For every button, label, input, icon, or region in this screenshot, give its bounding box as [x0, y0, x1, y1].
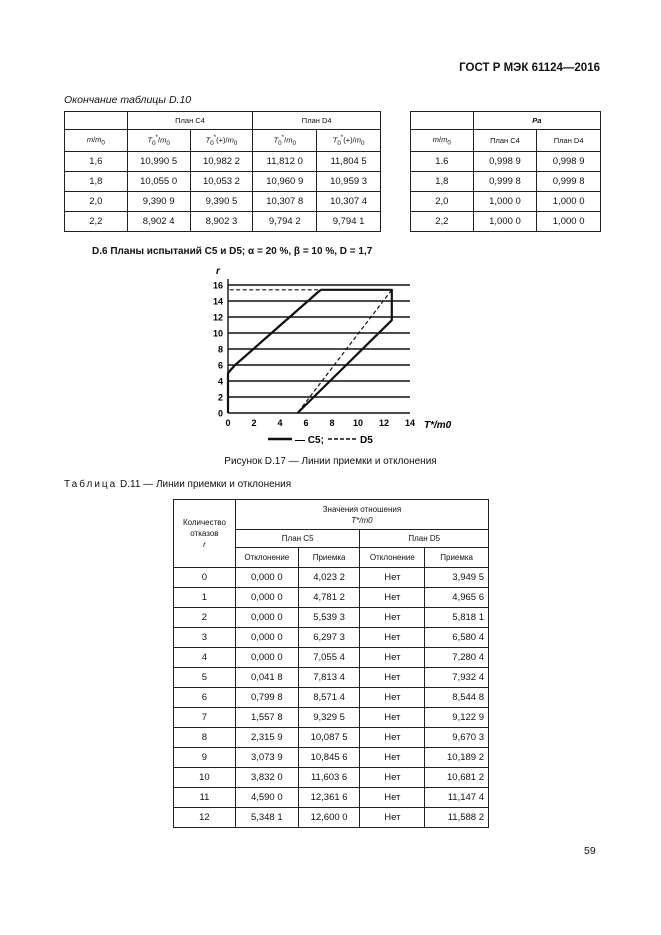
x-tick-labels — [225, 418, 415, 428]
legend-label-d5: D5 — [360, 435, 373, 446]
x-tick-label: 8 — [329, 418, 335, 428]
table-cell: 10,307 4 — [317, 192, 381, 212]
table-cell: 1,000 0 — [473, 192, 537, 212]
table-row — [174, 668, 489, 688]
table-cell: 10,960 9 — [253, 172, 317, 192]
y-tick-label: 4 — [217, 376, 223, 387]
table-d11-values-header: Значения отношения T*/m0 — [235, 500, 488, 530]
table-cell: 9,670 3 — [425, 728, 489, 748]
table-cell: 4 — [174, 648, 236, 668]
table-row — [174, 608, 489, 628]
x-tick-label: 14 — [404, 418, 416, 428]
table-row — [174, 568, 489, 588]
table-d10-right — [410, 111, 601, 232]
figure-d17-chart — [200, 264, 460, 450]
table-cell: 6,580 4 — [425, 628, 489, 648]
page-number: 59 — [584, 845, 596, 857]
table-cell: Нет — [360, 708, 425, 728]
table-cell: 0,999 8 — [473, 172, 537, 192]
x-tick-label: 10 — [352, 418, 364, 428]
column-header: План C4 — [473, 130, 537, 152]
column-header: $T_0^*/m_0$ — [253, 130, 317, 152]
table-cell: 1,8 — [65, 172, 128, 192]
table-cell: 0,000 0 — [235, 648, 298, 668]
table-cell: Нет — [360, 788, 425, 808]
table-cell: 11,812 0 — [253, 152, 317, 172]
table-cell: 9 — [174, 748, 236, 768]
table-d10-group-d4: План D4 — [253, 112, 381, 130]
table-cell: 7,932 4 — [425, 668, 489, 688]
x-axis-label: T*/m0 — [424, 420, 452, 431]
table-cell: 6 — [174, 688, 236, 708]
table-row — [65, 172, 381, 192]
table-row — [174, 648, 489, 668]
table-cell: 1,8 — [411, 172, 474, 192]
table-cell: 11,588 2 — [425, 808, 489, 828]
table-body — [65, 152, 381, 232]
x-tick-label: 0 — [225, 418, 231, 428]
column-header: $T_0^*/m_0$ — [127, 130, 190, 152]
table-cell: 4,965 6 — [425, 588, 489, 608]
table-header-row — [65, 130, 381, 152]
table-row — [174, 588, 489, 608]
column-header: $T_0^*(+)/m_0$ — [317, 130, 381, 152]
table-row — [65, 212, 381, 232]
y-tick-label: 14 — [212, 296, 223, 307]
table-cell: 10,307 8 — [253, 192, 317, 212]
table-cell: 2,2 — [65, 212, 128, 232]
y-tick-label: 16 — [212, 280, 223, 291]
table-cell: 7,280 4 — [425, 648, 489, 668]
table-row — [411, 152, 601, 172]
table-cell: 0,999 8 — [537, 172, 601, 192]
table-row — [411, 172, 601, 192]
table-row — [411, 212, 601, 232]
table-row — [174, 808, 489, 828]
table-cell: 10 — [174, 768, 236, 788]
table-cell: Нет — [360, 668, 425, 688]
column-header: Приемка — [425, 548, 489, 568]
table-cell: 8 — [174, 728, 236, 748]
column-header: $m/m_0$ — [411, 130, 474, 152]
table-cell: 1,000 0 — [473, 212, 537, 232]
x-tick-label: 4 — [277, 418, 283, 428]
table-d11-caption: Таблица D.11 — Линии приемки и отклонения — [64, 479, 292, 490]
series-line-c5 — [228, 290, 392, 413]
table-row — [65, 192, 381, 212]
table-cell: 11,603 6 — [298, 768, 360, 788]
table-cell: 5,348 1 — [235, 808, 298, 828]
table-cell: Нет — [360, 608, 425, 628]
y-axis-label: r — [216, 266, 220, 277]
table-cell: 2,0 — [411, 192, 474, 212]
document-id: ГОСТ Р МЭК 61124—2016 — [459, 62, 600, 74]
table-cell: 9,122 9 — [425, 708, 489, 728]
table-cell: 5,818 1 — [425, 608, 489, 628]
table-d10-corner-cell — [65, 112, 128, 130]
table-cell: 11 — [174, 788, 236, 808]
table-cell: 8,902 3 — [190, 212, 253, 232]
table-cell: Нет — [360, 808, 425, 828]
table-d10-left — [64, 111, 381, 232]
table-row — [174, 708, 489, 728]
table-cell: 10,055 0 — [127, 172, 190, 192]
table-cell: 1,000 0 — [537, 212, 601, 232]
table-cell: 11,804 5 — [317, 152, 381, 172]
table-cell: 1,6 — [65, 152, 128, 172]
x-tick-label: 6 — [303, 418, 309, 428]
table-cell: 10,189 2 — [425, 748, 489, 768]
table-cell: 2,315 9 — [235, 728, 298, 748]
table-cell: 8,902 4 — [127, 212, 190, 232]
table-cell: 3,949 5 — [425, 568, 489, 588]
table-row — [65, 152, 381, 172]
chart-legend — [268, 435, 373, 446]
table-cell: 10,053 2 — [190, 172, 253, 192]
table-cell: 0,000 0 — [235, 588, 298, 608]
table-cell: 7,813 4 — [298, 668, 360, 688]
y-tick-label: 10 — [212, 328, 223, 339]
table-cell: Нет — [360, 568, 425, 588]
column-header: Приемка — [298, 548, 360, 568]
table-cell: 0,000 0 — [235, 628, 298, 648]
table-cell: 0,000 0 — [235, 568, 298, 588]
legend-label-c5: — C5; — [295, 435, 324, 446]
table-d10-right-corner-cell — [411, 112, 474, 130]
table-cell: 7,055 4 — [298, 648, 360, 668]
table-cell: 10,681 2 — [425, 768, 489, 788]
table-cell: 8,544 8 — [425, 688, 489, 708]
table-cell: Нет — [360, 628, 425, 648]
table-cell: 2,2 — [411, 212, 474, 232]
table-cell: 1,557 8 — [235, 708, 298, 728]
table-cell: 7 — [174, 708, 236, 728]
table-header-row — [411, 130, 601, 152]
table-cell: 0,998 9 — [473, 152, 537, 172]
column-header: План D4 — [537, 130, 601, 152]
y-tick-label: 6 — [217, 360, 223, 371]
column-header: $T_0^*(+)/m_0$ — [190, 130, 253, 152]
table-cell: 0 — [174, 568, 236, 588]
column-header: Отклонение — [360, 548, 425, 568]
table-cell: Нет — [360, 768, 425, 788]
x-tick-label: 2 — [251, 418, 257, 428]
table-cell: 1 — [174, 588, 236, 608]
table-cell: 5 — [174, 668, 236, 688]
table-cell: 0,041 8 — [235, 668, 298, 688]
y-tick-label: 0 — [217, 408, 223, 419]
table-cell: 6,297 3 — [298, 628, 360, 648]
table-cell: 12,600 0 — [298, 808, 360, 828]
y-tick-label: 8 — [217, 344, 223, 355]
table-cell: Нет — [360, 728, 425, 748]
table-cell: 4,023 2 — [298, 568, 360, 588]
table-cell: 10,959 3 — [317, 172, 381, 192]
table-cell: 11,147 4 — [425, 788, 489, 808]
y-tick-label: 2 — [217, 392, 223, 403]
table-cell: 9,390 9 — [127, 192, 190, 212]
table-row — [174, 728, 489, 748]
table-cell: 8,571 4 — [298, 688, 360, 708]
table-cell: 9,390 5 — [190, 192, 253, 212]
table-cell: Нет — [360, 648, 425, 668]
table-cell: 5,539 3 — [298, 608, 360, 628]
table-cell: 4,781 2 — [298, 588, 360, 608]
table-cell: 12,361 6 — [298, 788, 360, 808]
table-cell: 9,794 2 — [253, 212, 317, 232]
table-d10-group-pa: Pa — [473, 112, 600, 130]
table-cell: 0,998 9 — [537, 152, 601, 172]
table-body — [411, 152, 601, 232]
table-cell: 1.6 — [411, 152, 474, 172]
table-cell: 12 — [174, 808, 236, 828]
table-d11-plan-c5: План C5 — [235, 530, 360, 548]
table-cell: 10,845 6 — [298, 748, 360, 768]
table-row — [174, 628, 489, 648]
table-cell: 0,799 8 — [235, 688, 298, 708]
table-cell: 0,000 0 — [235, 608, 298, 628]
table-d10-group-c4: План C4 — [127, 112, 253, 130]
table-d11 — [173, 499, 489, 828]
y-tick-label: 12 — [212, 312, 223, 323]
table-cell: 2,0 — [65, 192, 128, 212]
table-d10-caption: Окончание таблицы D.10 — [64, 94, 192, 106]
table-row — [174, 688, 489, 708]
table-cell: 10,087 5 — [298, 728, 360, 748]
x-tick-label: 12 — [378, 418, 390, 428]
table-row — [174, 788, 489, 808]
table-cell: 9,794 1 — [317, 212, 381, 232]
column-header: $m/m_0$ — [65, 130, 128, 152]
table-cell: Нет — [360, 588, 425, 608]
table-d11-count-header: Количество отказов r — [174, 500, 236, 568]
section-d6-title: D.6 Планы испытаний C5 и D5; α = 20 %, β = 10 %, D = 1,7 — [92, 246, 373, 257]
table-cell: 1,000 0 — [537, 192, 601, 212]
table-cell: 10,990 5 — [127, 152, 190, 172]
table-body — [174, 568, 489, 828]
table-cell: Нет — [360, 688, 425, 708]
table-cell: 4,590 0 — [235, 788, 298, 808]
table-cell: 9,329 5 — [298, 708, 360, 728]
table-row — [174, 748, 489, 768]
table-d11-plan-d5: План D5 — [360, 530, 489, 548]
table-cell: 3,073 9 — [235, 748, 298, 768]
table-cell: 10,982 2 — [190, 152, 253, 172]
table-cell: 3 — [174, 628, 236, 648]
table-cell: Нет — [360, 748, 425, 768]
table-row — [411, 192, 601, 212]
table-row — [174, 768, 489, 788]
table-cell: 3,832 0 — [235, 768, 298, 788]
table-cell: 2 — [174, 608, 236, 628]
figure-caption: Рисунок D.17 — Линии приемки и отклонения — [224, 456, 437, 467]
y-tick-labels — [213, 281, 223, 419]
column-header: Отклонение — [235, 548, 298, 568]
